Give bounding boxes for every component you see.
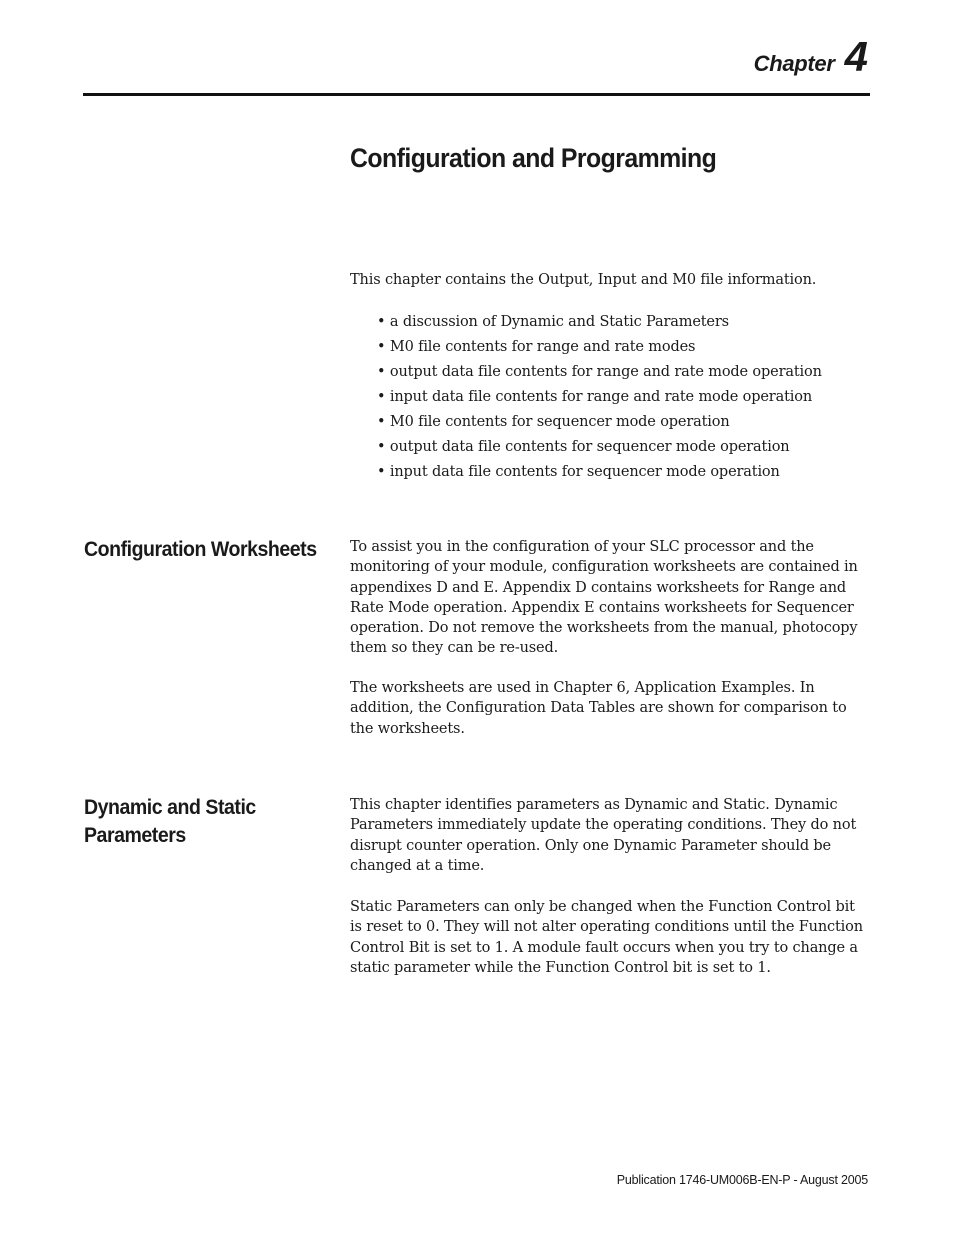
topic-list — [377, 310, 822, 485]
list-item: • M0 file contents for range and rate modes — [377, 335, 822, 360]
chapter-number: 4 — [844, 33, 868, 80]
section-heading-dynamic-static-parameters: Dynamic and Static Parameters — [84, 796, 256, 847]
configuration-paragraph-2: The worksheets are used in Chapter 6, Application Examples. In addition, the Configuration Data Tables are shown for comparison to the worksheets. — [350, 680, 847, 737]
intro-paragraph: This chapter contains the Output, Input and M0 file information. — [350, 272, 817, 288]
chapter-label: Chapter — [753, 51, 835, 76]
list-item: • M0 file contents for sequencer mode operation — [377, 410, 822, 435]
configuration-paragraph-1: To assist you in the configuration of your SLC processor and the monitoring of your module, configuration worksheets are contained in appendixes D and E. Appendix D contains worksheets for Range and Rate Mode operation. Appendix E contains worksheets for Sequencer operation. Do not remove the worksheets from the manual, photocopy them so they can be re-used. — [350, 539, 858, 657]
page-title: Configuration and Programming — [350, 143, 717, 173]
dynamic-paragraph-1: This chapter identifies parameters as Dynamic and Static. Dynamic Parameters immediately update the operating conditions. They do not disrupt counter operation. Only one Dynamic Parameter should be changed at a time. — [350, 797, 857, 874]
publication-footer: Publication 1746-UM006B-EN-P - August 2005 — [616, 1173, 868, 1187]
header-rule — [83, 93, 870, 96]
dynamic-paragraph-2: Static Parameters can only be changed when the Function Control bit is reset to 0. They will not alter operating conditions until the Function Control Bit is set to 1. A module fault occurs when you try to change a static parameter while the Function Control bit is set to 1. — [350, 899, 863, 976]
list-item: • input data file contents for range and rate mode operation — [377, 385, 822, 410]
list-item: • a discussion of Dynamic and Static Parameters — [377, 310, 822, 335]
section-heading-configuration-worksheets: Configuration Worksheets — [84, 538, 317, 561]
list-item: • output data file contents for sequencer mode operation — [377, 435, 822, 460]
chapter-header — [753, 33, 868, 80]
list-item: • output data file contents for range and rate mode operation — [377, 360, 822, 385]
list-item: • input data file contents for sequencer mode operation — [377, 460, 822, 485]
